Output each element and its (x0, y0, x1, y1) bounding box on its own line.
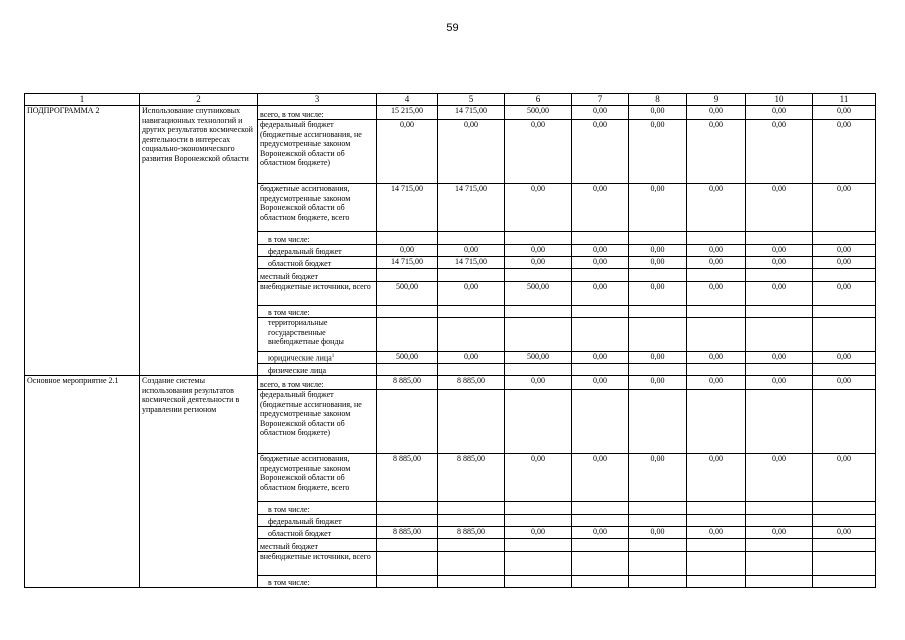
value-cell-col-4: 500,00 (377, 352, 438, 364)
value-cell-col-5: 0,00 (438, 282, 505, 306)
column-header-2: 2 (140, 94, 258, 106)
table-row (25, 376, 876, 390)
column-header-1: 1 (25, 94, 140, 106)
funding-source-label: областной бюджет (268, 258, 332, 268)
value-cell-col-5 (438, 576, 505, 588)
funding-source-cell (258, 269, 377, 282)
value-cell-col-9: 0,00 (687, 106, 746, 120)
value-cell-col-8: 0,00 (629, 184, 687, 232)
funding-source-label: в том числе: (268, 504, 310, 514)
value-cell-col-5: 8 885,00 (438, 527, 505, 539)
value-cell-col-11: 0,00 (813, 257, 876, 269)
value-cell-col-9 (687, 269, 746, 282)
value-cell-col-7 (572, 306, 629, 318)
value-cell-col-8 (629, 502, 687, 515)
funding-source-label: физические лица (268, 365, 327, 375)
value-cell-col-5: 0,00 (438, 120, 505, 184)
funding-source-label: областной бюджет (268, 528, 332, 538)
value-cell-col-5: 14 715,00 (438, 184, 505, 232)
value-cell-col-9: 0,00 (687, 454, 746, 502)
value-cell-col-6 (505, 364, 572, 376)
value-cell-col-11: 0,00 (813, 352, 876, 364)
funding-source-cell (258, 454, 377, 502)
value-cell-col-5 (438, 515, 505, 527)
value-cell-col-7: 0,00 (572, 106, 629, 120)
column-header-5: 5 (438, 94, 505, 106)
value-cell-col-6 (505, 306, 572, 318)
value-cell-col-6: 0,00 (505, 376, 572, 390)
funding-source-label: федеральный бюджет (268, 516, 342, 526)
program-name-cell: Использование спутниковых навигационных технологий и других результатов космической деятельности в интересах социально-экономического развития Воронежской области (140, 106, 258, 376)
value-cell-col-10 (746, 515, 813, 527)
funding-source-label: федеральный бюджет (бюджетные ассигнования, не предусмотренные законом Воронежской области об областном бюджете) (260, 390, 362, 438)
value-cell-col-11: 0,00 (813, 106, 876, 120)
value-cell-col-7 (572, 390, 629, 454)
value-cell-col-8 (629, 269, 687, 282)
value-cell-col-8: 0,00 (629, 352, 687, 364)
funding-source-cell (258, 390, 377, 454)
funding-source-label: всего, в том числе: (260, 379, 324, 389)
program-name-cell: Создание системы использования результатов космической деятельности в управлении регионом (140, 376, 258, 588)
value-cell-col-8 (629, 232, 687, 245)
value-cell-col-9 (687, 552, 746, 576)
value-cell-col-10: 0,00 (746, 257, 813, 269)
funding-source-cell (258, 232, 377, 245)
value-cell-col-9: 0,00 (687, 245, 746, 257)
value-cell-col-10: 0,00 (746, 376, 813, 390)
value-cell-col-7: 0,00 (572, 527, 629, 539)
funding-source-cell (258, 184, 377, 232)
value-cell-col-9: 0,00 (687, 257, 746, 269)
funding-source-label: федеральный бюджет (268, 246, 342, 256)
value-cell-col-6 (505, 576, 572, 588)
value-cell-col-5 (438, 552, 505, 576)
value-cell-col-11 (813, 364, 876, 376)
funding-source-cell (258, 502, 377, 515)
value-cell-col-11 (813, 539, 876, 552)
table-body (25, 106, 876, 588)
value-cell-col-8: 0,00 (629, 245, 687, 257)
value-cell-col-4 (377, 306, 438, 318)
footnote-mark: 1 (331, 354, 335, 359)
value-cell-col-4: 8 885,00 (377, 376, 438, 390)
value-cell-col-10 (746, 502, 813, 515)
value-cell-col-10 (746, 539, 813, 552)
value-cell-col-8: 0,00 (629, 257, 687, 269)
value-cell-col-5 (438, 232, 505, 245)
value-cell-col-11: 0,00 (813, 454, 876, 502)
value-cell-col-10 (746, 269, 813, 282)
value-cell-col-9 (687, 515, 746, 527)
funding-source-cell (258, 352, 377, 364)
funding-source-label: территориальные государственные внебюджетные фонды (268, 318, 344, 346)
column-header-10: 10 (746, 94, 813, 106)
value-cell-col-8 (629, 318, 687, 352)
value-cell-col-8: 0,00 (629, 376, 687, 390)
column-header-4: 4 (377, 94, 438, 106)
value-cell-col-9: 0,00 (687, 120, 746, 184)
value-cell-col-7 (572, 364, 629, 376)
value-cell-col-6 (505, 269, 572, 282)
value-cell-col-6: 0,00 (505, 120, 572, 184)
value-cell-col-4 (377, 364, 438, 376)
value-cell-col-8 (629, 390, 687, 454)
value-cell-col-10: 0,00 (746, 352, 813, 364)
value-cell-col-4: 8 885,00 (377, 454, 438, 502)
value-cell-col-5: 8 885,00 (438, 454, 505, 502)
value-cell-col-9 (687, 306, 746, 318)
value-cell-col-11 (813, 515, 876, 527)
value-cell-col-4: 500,00 (377, 282, 438, 306)
value-cell-col-4: 14 715,00 (377, 184, 438, 232)
value-cell-col-7: 0,00 (572, 120, 629, 184)
value-cell-col-6 (505, 539, 572, 552)
funding-source-label: бюджетные ассигнования, предусмотренные законом Воронежской области об областном бюджете, всего (260, 454, 351, 492)
value-cell-col-4 (377, 515, 438, 527)
value-cell-col-7 (572, 232, 629, 245)
value-cell-col-4 (377, 502, 438, 515)
value-cell-col-10 (746, 306, 813, 318)
funding-source-cell (258, 306, 377, 318)
value-cell-col-8: 0,00 (629, 454, 687, 502)
value-cell-col-7 (572, 552, 629, 576)
value-cell-col-6 (505, 232, 572, 245)
value-cell-col-6 (505, 318, 572, 352)
value-cell-col-7: 0,00 (572, 352, 629, 364)
value-cell-col-7: 0,00 (572, 245, 629, 257)
value-cell-col-11: 0,00 (813, 120, 876, 184)
value-cell-col-8 (629, 364, 687, 376)
value-cell-col-6: 0,00 (505, 527, 572, 539)
value-cell-col-10: 0,00 (746, 184, 813, 232)
column-header-8: 8 (629, 94, 687, 106)
value-cell-col-10: 0,00 (746, 282, 813, 306)
value-cell-col-6 (505, 390, 572, 454)
value-cell-col-8 (629, 552, 687, 576)
funding-source-cell (258, 106, 377, 120)
value-cell-col-7: 0,00 (572, 454, 629, 502)
value-cell-col-10 (746, 364, 813, 376)
value-cell-col-8 (629, 539, 687, 552)
column-header-3: 3 (258, 94, 377, 106)
funding-source-label: в том числе: (268, 577, 310, 587)
value-cell-col-11: 0,00 (813, 527, 876, 539)
funding-source-cell (258, 120, 377, 184)
value-cell-col-7 (572, 318, 629, 352)
value-cell-col-7 (572, 539, 629, 552)
value-cell-col-10 (746, 552, 813, 576)
value-cell-col-8: 0,00 (629, 527, 687, 539)
value-cell-col-11: 0,00 (813, 282, 876, 306)
value-cell-col-11: 0,00 (813, 245, 876, 257)
funding-source-label: бюджетные ассигнования, предусмотренные законом Воронежской области об областном бюджете, всего (260, 184, 351, 222)
column-header-9: 9 (687, 94, 746, 106)
funding-source-cell (258, 282, 377, 306)
funding-source-label: внебюджетные источники, всего (260, 552, 371, 562)
funding-source-cell (258, 245, 377, 257)
funding-source-cell (258, 364, 377, 376)
value-cell-col-11 (813, 306, 876, 318)
value-cell-col-4: 8 885,00 (377, 527, 438, 539)
header-row (25, 94, 876, 106)
value-cell-col-5 (438, 318, 505, 352)
value-cell-col-6 (505, 515, 572, 527)
value-cell-col-6 (505, 502, 572, 515)
value-cell-col-5 (438, 269, 505, 282)
value-cell-col-9 (687, 576, 746, 588)
value-cell-col-11: 0,00 (813, 184, 876, 232)
value-cell-col-8: 0,00 (629, 120, 687, 184)
value-cell-col-10: 0,00 (746, 120, 813, 184)
table-row (25, 106, 876, 120)
funding-source-cell (258, 257, 377, 269)
funding-source-label: федеральный бюджет (бюджетные ассигнования, не предусмотренные законом Воронежской области об областном бюджете) (260, 120, 362, 167)
funding-source-label: в том числе: (268, 307, 310, 317)
program-code-cell: ПОДПРОГРАММА 2 (25, 106, 140, 376)
value-cell-col-5: 14 715,00 (438, 257, 505, 269)
value-cell-col-9 (687, 502, 746, 515)
value-cell-col-4: 14 715,00 (377, 257, 438, 269)
value-cell-col-4: 15 215,00 (377, 106, 438, 120)
budget-table (24, 93, 876, 588)
value-cell-col-4 (377, 269, 438, 282)
value-cell-col-10: 0,00 (746, 454, 813, 502)
funding-source-cell (258, 515, 377, 527)
value-cell-col-9: 0,00 (687, 527, 746, 539)
value-cell-col-10 (746, 318, 813, 352)
funding-source-cell (258, 576, 377, 588)
value-cell-col-11 (813, 232, 876, 245)
value-cell-col-9: 0,00 (687, 352, 746, 364)
column-header-6: 6 (505, 94, 572, 106)
column-header-11: 11 (813, 94, 876, 106)
value-cell-col-6: 500,00 (505, 282, 572, 306)
funding-source-cell (258, 318, 377, 352)
value-cell-col-7 (572, 269, 629, 282)
value-cell-col-10: 0,00 (746, 106, 813, 120)
value-cell-col-7 (572, 502, 629, 515)
value-cell-col-11: 0,00 (813, 376, 876, 390)
value-cell-col-9 (687, 318, 746, 352)
value-cell-col-4 (377, 576, 438, 588)
value-cell-col-4: 0,00 (377, 245, 438, 257)
value-cell-col-11 (813, 502, 876, 515)
value-cell-col-6: 500,00 (505, 106, 572, 120)
value-cell-col-11 (813, 552, 876, 576)
value-cell-col-6: 0,00 (505, 454, 572, 502)
funding-source-label: в том числе: (268, 234, 310, 244)
value-cell-col-4 (377, 390, 438, 454)
value-cell-col-6 (505, 552, 572, 576)
value-cell-col-8: 0,00 (629, 106, 687, 120)
funding-source-cell (258, 552, 377, 576)
value-cell-col-11 (813, 576, 876, 588)
value-cell-col-8 (629, 306, 687, 318)
value-cell-col-9: 0,00 (687, 282, 746, 306)
value-cell-col-8 (629, 515, 687, 527)
value-cell-col-4 (377, 318, 438, 352)
value-cell-col-5 (438, 539, 505, 552)
value-cell-col-8: 0,00 (629, 282, 687, 306)
value-cell-col-9: 0,00 (687, 184, 746, 232)
program-code-cell: Основное мероприятие 2.1 (25, 376, 140, 588)
value-cell-col-10 (746, 232, 813, 245)
value-cell-col-8 (629, 576, 687, 588)
funding-source-cell (258, 376, 377, 390)
value-cell-col-7: 0,00 (572, 257, 629, 269)
value-cell-col-11 (813, 390, 876, 454)
value-cell-col-9: 0,00 (687, 376, 746, 390)
value-cell-col-4 (377, 552, 438, 576)
table-header (25, 94, 876, 106)
value-cell-col-5: 0,00 (438, 245, 505, 257)
value-cell-col-6: 0,00 (505, 184, 572, 232)
value-cell-col-9 (687, 390, 746, 454)
value-cell-col-7 (572, 576, 629, 588)
value-cell-col-9 (687, 364, 746, 376)
value-cell-col-5: 0,00 (438, 352, 505, 364)
value-cell-col-10 (746, 390, 813, 454)
column-header-7: 7 (572, 94, 629, 106)
funding-source-label: местный бюджет (260, 271, 318, 281)
value-cell-col-5 (438, 306, 505, 318)
funding-source-cell (258, 539, 377, 552)
value-cell-col-4: 0,00 (377, 120, 438, 184)
value-cell-col-6: 0,00 (505, 257, 572, 269)
funding-source-label: всего, в том числе: (260, 109, 324, 119)
value-cell-col-4 (377, 232, 438, 245)
value-cell-col-11 (813, 269, 876, 282)
value-cell-col-10: 0,00 (746, 245, 813, 257)
value-cell-col-9 (687, 539, 746, 552)
funding-source-label: внебюджетные источники, всего (260, 282, 371, 291)
value-cell-col-7 (572, 515, 629, 527)
value-cell-col-6: 0,00 (505, 245, 572, 257)
page-number: 59 (446, 22, 459, 34)
value-cell-col-7: 0,00 (572, 184, 629, 232)
value-cell-col-10 (746, 576, 813, 588)
value-cell-col-5: 14 715,00 (438, 106, 505, 120)
funding-source-cell (258, 527, 377, 539)
value-cell-col-4 (377, 539, 438, 552)
value-cell-col-7: 0,00 (572, 376, 629, 390)
value-cell-col-11 (813, 318, 876, 352)
value-cell-col-7: 0,00 (572, 282, 629, 306)
value-cell-col-5 (438, 390, 505, 454)
funding-source-label: юридические лица (268, 353, 332, 363)
value-cell-col-10: 0,00 (746, 527, 813, 539)
value-cell-col-5 (438, 502, 505, 515)
value-cell-col-5: 8 885,00 (438, 376, 505, 390)
value-cell-col-9 (687, 232, 746, 245)
value-cell-col-5 (438, 364, 505, 376)
funding-source-label: местный бюджет (260, 541, 318, 551)
value-cell-col-6: 500,00 (505, 352, 572, 364)
